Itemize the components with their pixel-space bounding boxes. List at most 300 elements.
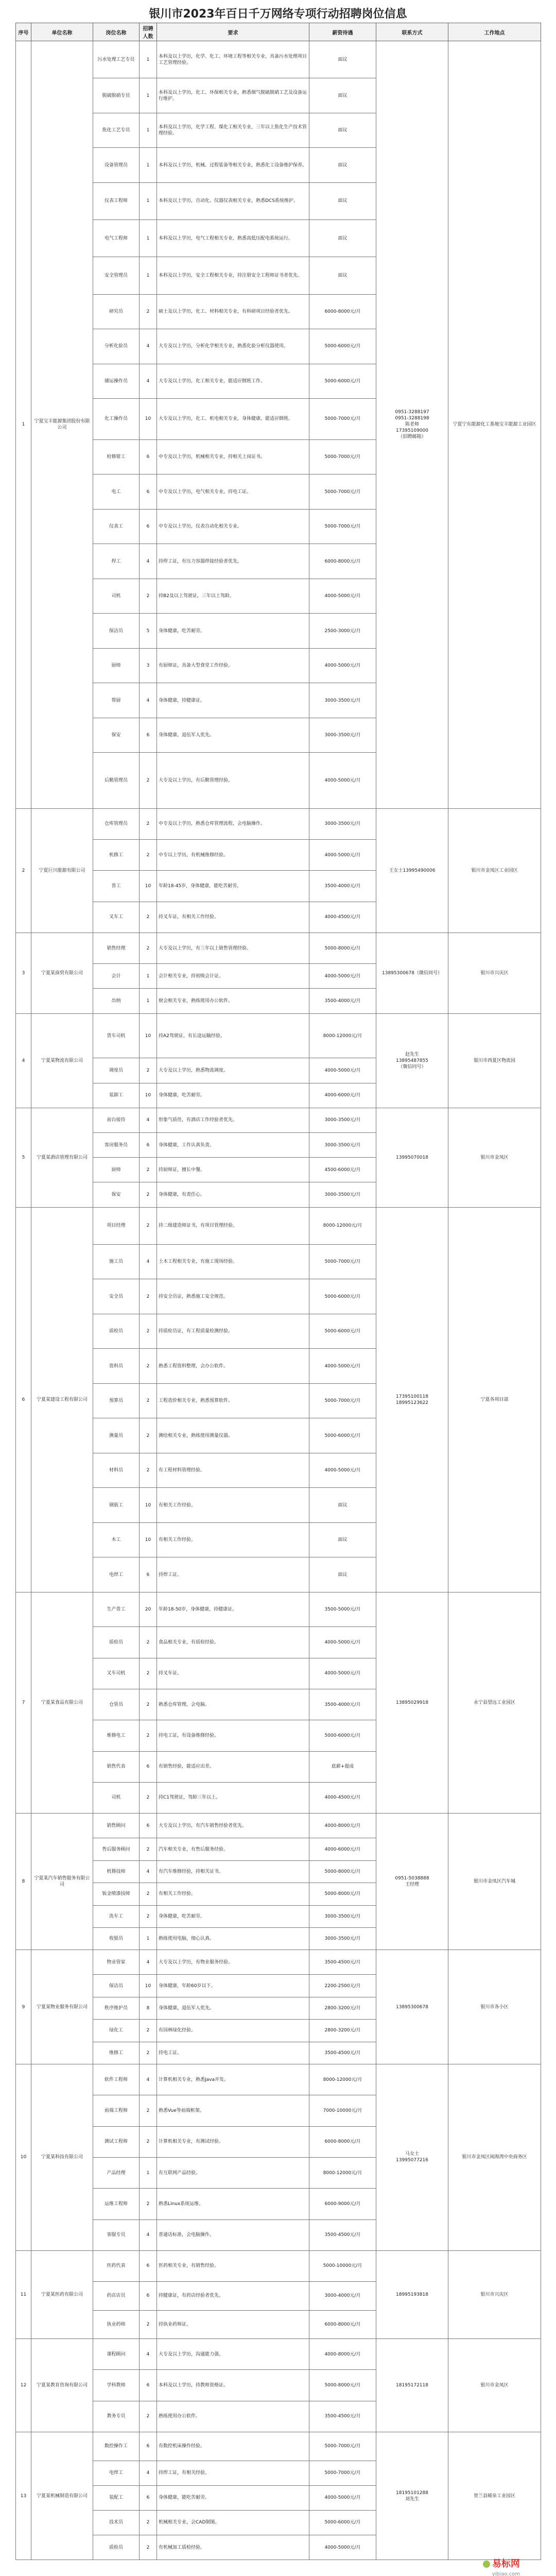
requirements: 中专及以上学历，仪表自动化相关专业。: [157, 509, 309, 544]
salary: 4000-5000元/月: [309, 579, 376, 614]
requirements: 本科及以上学历，机械、过程装备等相关专业，熟悉化工设备维护保养。: [157, 148, 309, 183]
headcount: 2: [140, 2126, 157, 2157]
column-header: 岗位名称: [93, 23, 140, 41]
salary: 4000-5000元/月: [309, 1058, 376, 1083]
job-title: 前端工程师: [93, 2095, 140, 2126]
salary: 4000-6000元/月: [309, 1838, 376, 1860]
salary: 3000-3500元/月: [309, 1182, 376, 1207]
headcount: 2: [140, 1658, 157, 1689]
table-row: [16, 1814, 541, 1838]
headcount: 2: [140, 1883, 157, 1905]
headcount: 6: [140, 1133, 157, 1158]
headcount: 2: [140, 1782, 157, 1813]
headcount: 2: [140, 808, 157, 839]
salary: 5000-6000元/月: [309, 1418, 376, 1453]
salary: 面议: [309, 182, 376, 219]
salary: 3000-3500元/月: [309, 1905, 376, 1927]
headcount: 2: [140, 2510, 157, 2535]
salary: 面议: [309, 257, 376, 294]
requirements: 会计相关专业，持初级会计证。: [157, 964, 309, 989]
requirements: 硕士及以上学历，化工、材料相关专业，有科研项目经验者优先。: [157, 294, 309, 329]
job-title: 厨师: [93, 1158, 140, 1182]
headcount: 2: [140, 933, 157, 963]
job-title: 厨师: [93, 648, 140, 683]
headcount: 2: [140, 2535, 157, 2560]
job-title: 秩序维护员: [93, 1997, 140, 2019]
requirements: 大专及以上学历，有汽车销售经验者优先。: [157, 1814, 309, 1838]
contact: 17395100118 18995123622: [376, 1207, 448, 1592]
table-row: [16, 2432, 541, 2461]
job-title: 医药代表: [93, 2250, 140, 2281]
requirements: 持健康证，有药店经验者优先。: [157, 2282, 309, 2311]
job-title: 维修电工: [93, 1720, 140, 1751]
requirements: 身体健康，能吃苦耐劳。: [157, 2485, 309, 2510]
salary: 面议: [309, 78, 376, 113]
contact: 18995193818: [376, 2250, 448, 2338]
headcount: 10: [140, 1975, 157, 1997]
headcount: 1: [140, 78, 157, 113]
salary: 6000-8000元/月: [309, 2126, 376, 2157]
requirements: 熟悉Vue等前端框架。: [157, 2095, 309, 2126]
salary: 5000-7000元/月: [309, 2432, 376, 2461]
requirements: 土木工程相关专业，有施工现场经验。: [157, 1244, 309, 1279]
job-title: 仓管员: [93, 1689, 140, 1720]
salary: 6000-9000元/月: [309, 2189, 376, 2219]
requirements: 有相关工作经验。: [157, 1883, 309, 1905]
headcount: 2: [140, 1158, 157, 1182]
requirements: 身体健康，退伍军人优先。: [157, 1997, 309, 2019]
job-title: 药店店员: [93, 2282, 140, 2311]
table-row: [16, 2250, 541, 2281]
requirements: 本科及以上学历，化学、化工、环境工程等相关专业，具备污水处理项目工艺管理经验。: [157, 41, 309, 78]
headcount: 1: [140, 2157, 157, 2188]
work-location: 银川市金凤区阅海湾中央商务区: [448, 2064, 541, 2251]
job-title: 质检员: [93, 2535, 140, 2560]
salary: 4000-5000元/月: [309, 840, 376, 871]
job-title: 保安: [93, 718, 140, 753]
company-name: 宁夏某医药有限公司: [31, 2250, 93, 2338]
salary: 5000-7000元/月: [309, 1244, 376, 1279]
salary: 面议: [309, 1557, 376, 1592]
job-title: 仓库管理员: [93, 808, 140, 839]
headcount: 1: [140, 148, 157, 183]
headcount: 2: [140, 1689, 157, 1720]
job-title: 绿化工: [93, 2020, 140, 2042]
table-row: [16, 1013, 541, 1058]
requirements: 身体健康，持健康证。: [157, 683, 309, 718]
requirements: 年龄18-50岁，身体健康，持健康证。: [157, 1592, 309, 1627]
headcount: 2: [140, 2401, 157, 2432]
row-number: 10: [16, 2064, 31, 2251]
salary: 5000-7000元/月: [309, 509, 376, 544]
job-title: 客房服务员: [93, 1133, 140, 1158]
headcount: 6: [140, 474, 157, 510]
headcount: 4: [140, 1108, 157, 1132]
table-row: [16, 41, 541, 78]
job-title: 调度员: [93, 1058, 140, 1083]
requirements: 本科及以上学历，自动化、仪器仪表相关专业，熟悉DCS系统维护。: [157, 182, 309, 219]
headcount: 2: [140, 2310, 157, 2339]
job-title: 叉车工: [93, 902, 140, 933]
job-title: 软件工程师: [93, 2064, 140, 2095]
salary: 面议: [309, 1488, 376, 1523]
salary: 4000-5000元/月: [309, 1453, 376, 1488]
job-title: 设备管理员: [93, 148, 140, 183]
contact: 18195101288 刘先生: [376, 2432, 448, 2560]
contact: 13895300678: [376, 1950, 448, 2064]
wechat-icon: [483, 2561, 490, 2568]
headcount: 6: [140, 2250, 157, 2281]
job-title: 维修工: [93, 2042, 140, 2064]
work-location: 银川市金凤区工业园区: [448, 808, 541, 933]
job-title: 售后服务顾问: [93, 1838, 140, 1860]
requirements: 大专及以上学历，分析化学相关专业，熟悉化验分析仪器使用。: [157, 329, 309, 364]
row-number: 11: [16, 2250, 31, 2338]
headcount: 8: [140, 1997, 157, 2019]
requirements: 身体健康，退伍军人优先。: [157, 718, 309, 753]
headcount: 3: [140, 648, 157, 683]
job-title: 预算员: [93, 1383, 140, 1418]
job-title: 执业药师: [93, 2310, 140, 2339]
work-location: 银川市金凤区: [448, 2339, 541, 2432]
job-title: 测量员: [93, 1418, 140, 1453]
job-title: 装配工: [93, 2485, 140, 2510]
salary: 3000-3500元/月: [309, 1133, 376, 1158]
requirements: 大专及以上学历，熟悉物流调度。: [157, 1058, 309, 1083]
job-title: 储运操作员: [93, 364, 140, 399]
job-title: 资料员: [93, 1349, 140, 1384]
requirements: 形象气质佳，有酒店工作经验者优先。: [157, 1108, 309, 1132]
row-number: 1: [16, 41, 31, 809]
job-title: 钢筋工: [93, 1488, 140, 1523]
salary: 5000-6000元/月: [309, 329, 376, 364]
salary: 5000-8000元/月: [309, 2370, 376, 2401]
contact: 王女士13995490006: [376, 808, 448, 933]
requirements: 熟练使用电脑，细心认真。: [157, 1927, 309, 1950]
requirements: 计算机相关专业，有测试经验。: [157, 2126, 309, 2157]
row-number: 12: [16, 2339, 31, 2432]
headcount: 6: [140, 1814, 157, 1838]
company-name: 宁夏某科技有限公司: [31, 2064, 93, 2251]
job-title: 电气工程师: [93, 220, 140, 257]
salary: 5000-6000元/月: [309, 1720, 376, 1751]
salary: 3000-3500元/月: [309, 683, 376, 718]
requirements: 持A2驾驶证，有长途运输经验。: [157, 1013, 309, 1058]
salary: 3500-5000元/月: [309, 1592, 376, 1627]
company-name: 宁夏某教育咨询有限公司: [31, 2339, 93, 2432]
requirements: 大专及以上学历，化工、机电相关专业，身体健康，能适应倒班。: [157, 399, 309, 440]
headcount: 4: [140, 329, 157, 364]
job-title: 后勤管理员: [93, 753, 140, 809]
job-title: 洗车工: [93, 1905, 140, 1927]
headcount: 6: [140, 2432, 157, 2461]
salary: 4000-5000元/月: [309, 2485, 376, 2510]
headcount: 2: [140, 840, 157, 871]
company-name: 宁夏某机械制造有限公司: [31, 2432, 93, 2560]
requirements: 持电工证，有设备维修经验。: [157, 1720, 309, 1751]
requirements: 身体健康，吃苦耐劳。: [157, 1905, 309, 1927]
salary: 4000-4500元/月: [309, 1782, 376, 1813]
requirements: 持焊工证。: [157, 1557, 309, 1592]
headcount: 1: [140, 41, 157, 78]
table-row: [16, 808, 541, 839]
salary: 5000-6000元/月: [309, 1279, 376, 1314]
headcount: 10: [140, 399, 157, 440]
company-name: 宁夏某食品有限公司: [31, 1592, 93, 1813]
company-name: 宁夏某汽车销售服务有限公司: [31, 1814, 93, 1950]
job-title: 前台接待: [93, 1108, 140, 1132]
salary: 4000-5000元/月: [309, 1658, 376, 1689]
headcount: 2: [140, 1058, 157, 1083]
requirements: 汽车相关专业，有售后服务经验。: [157, 1838, 309, 1860]
requirements: 本科及以上学历，化学工程、煤化工相关专业，三年以上焦化生产技术管理经验。: [157, 113, 309, 148]
headcount: 2: [140, 902, 157, 933]
headcount: 1: [140, 1927, 157, 1950]
headcount: 2: [140, 2189, 157, 2219]
requirements: 持电工证。: [157, 2042, 309, 2064]
job-title: 数控操作工: [93, 2432, 140, 2461]
headcount: 1: [140, 182, 157, 219]
job-title: 保安: [93, 1182, 140, 1207]
requirements: 普通话标准，会电脑操作。: [157, 2219, 309, 2250]
salary: 5000-7000元/月: [309, 399, 376, 440]
job-title: 化工操作员: [93, 399, 140, 440]
requirements: 年龄18-45岁，身体健康，能吃苦耐劳。: [157, 871, 309, 902]
job-title: 保洁员: [93, 614, 140, 649]
salary: 8000-12000元/月: [309, 2064, 376, 2095]
salary: 底薪+提成: [309, 1751, 376, 1782]
salary: 2500-3000元/月: [309, 614, 376, 649]
headcount: 4: [140, 2219, 157, 2250]
headcount: 6: [140, 2370, 157, 2401]
requirements: 中专及以上学历，机械相关专业，持相关上岗证书。: [157, 439, 309, 474]
job-title: 电焊工: [93, 2461, 140, 2485]
job-title: 钣金喷漆技师: [93, 1883, 140, 1905]
salary: 4000-4500元/月: [309, 902, 376, 933]
headcount: 1: [140, 220, 157, 257]
salary: 2200-2500元/月: [309, 1975, 376, 1997]
requirements: 持安全员证，熟悉施工安全规范。: [157, 1279, 309, 1314]
headcount: 10: [140, 1083, 157, 1108]
salary: 3000-3500元/月: [309, 718, 376, 753]
requirements: 计算机相关专业，熟悉Java开发。: [157, 2064, 309, 2095]
row-number: 3: [16, 933, 31, 1013]
table-row: [16, 1207, 541, 1244]
requirements: 有园林绿化经验。: [157, 2020, 309, 2042]
salary: 5000-10000元/月: [309, 2250, 376, 2281]
salary: 3500-4500元/月: [309, 1950, 376, 1975]
headcount: 2: [140, 1182, 157, 1207]
headcount: 2: [140, 1207, 157, 1244]
requirements: 本科及以上学历，持教师资格证。: [157, 2370, 309, 2401]
salary: 6000-8000元/月: [309, 544, 376, 579]
work-location: 银川市兴庆区: [448, 933, 541, 1013]
job-title: 分析化验员: [93, 329, 140, 364]
headcount: 2: [140, 1905, 157, 1927]
job-title: 司机: [93, 1782, 140, 1813]
table-row: [16, 1108, 541, 1132]
work-location: 银川市金凤区: [448, 1108, 541, 1207]
company-name: 宁夏某商贸有限公司: [31, 933, 93, 1013]
column-header: 薪资待遇: [309, 23, 376, 41]
headcount: 4: [140, 364, 157, 399]
job-title: 技术员: [93, 2510, 140, 2535]
job-title: 焦化工艺专员: [93, 113, 140, 148]
headcount: 2: [140, 1279, 157, 1314]
job-title: 产品经理: [93, 2157, 140, 2188]
salary: 3500-4000元/月: [309, 989, 376, 1013]
contact: 0951-3288197 0951-3288198 陈老师 17395109000 （招聘邮箱）: [376, 41, 448, 809]
job-title: 机修技师: [93, 1860, 140, 1883]
requirements: 有数控机床操作经验。: [157, 2432, 309, 2461]
requirements: 有厨师证，具备大型食堂工作经验。: [157, 648, 309, 683]
job-title: 材料员: [93, 1453, 140, 1488]
requirements: 持质检员证，有工程质量检测经验。: [157, 1314, 309, 1349]
requirements: 大专及以上学历，有后勤管理经验。: [157, 753, 309, 809]
requirements: 有汽车维修经验，持相关证书。: [157, 1860, 309, 1883]
headcount: 2: [140, 1314, 157, 1349]
requirements: 有工程材料管理经验。: [157, 1453, 309, 1488]
job-title: 焊工: [93, 544, 140, 579]
company-name: 宁夏巨川能源有限公司: [31, 808, 93, 933]
headcount: 6: [140, 1557, 157, 1592]
salary: 5000-8000元/月: [309, 1883, 376, 1905]
headcount: 4: [140, 1950, 157, 1975]
requirements: 有互联网产品经验。: [157, 2157, 309, 2188]
requirements: 大专及以上学历，沟通能力强。: [157, 2339, 309, 2370]
requirements: 身体健康，有责任心。: [157, 1182, 309, 1207]
work-location: 银川市金凤区汽车城: [448, 1814, 541, 1950]
requirements: 本科及以上学历，安全工程相关专业，持注册安全工程师证书者优先。: [157, 257, 309, 294]
contact: 0951-5038888 王经理: [376, 1814, 448, 1950]
headcount: 10: [140, 871, 157, 902]
headcount: 2: [140, 2042, 157, 2064]
requirements: 有相关工作经验。: [157, 1522, 309, 1557]
row-number: 9: [16, 1950, 31, 2064]
headcount: 10: [140, 1013, 157, 1058]
salary: 面议: [309, 41, 376, 78]
work-location: 银川市兴庆区: [448, 2250, 541, 2338]
table-row: [16, 2339, 541, 2370]
requirements: 身体健康，工作认真负责。: [157, 1133, 309, 1158]
requirements: 持焊工证，有相关经验。: [157, 2461, 309, 2485]
table-row: [16, 933, 541, 963]
footer-brand: [483, 2556, 520, 2570]
requirements: 身体健康，吃苦耐劳。: [157, 1083, 309, 1108]
headcount: 6: [140, 718, 157, 753]
salary: 5000-6000元/月: [309, 2510, 376, 2535]
requirements: 熟练使用办公软件。: [157, 2401, 309, 2432]
footer-brand-text: 易标网: [492, 2558, 520, 2569]
company-name: 宁夏某酒店管理有限公司: [31, 1108, 93, 1207]
footer-sub: yibiao.com: [492, 2571, 520, 2576]
headcount: 4: [140, 2064, 157, 2095]
contact: 13895300678（微信同号）: [376, 933, 448, 1013]
row-number: 6: [16, 1207, 31, 1592]
headcount: 6: [140, 1751, 157, 1782]
requirements: 大专及以上学历，化工相关专业，能适应倒班工作。: [157, 364, 309, 399]
headcount: 1: [140, 113, 157, 148]
job-title: 货车司机: [93, 1013, 140, 1058]
table-body: [16, 41, 541, 2560]
requirements: 本科及以上学历，化工、环保相关专业，熟悉烟气脱硫脱硝工艺及设备运行维护。: [157, 78, 309, 113]
row-number: 8: [16, 1814, 31, 1950]
headcount: 2: [140, 753, 157, 809]
job-title: 机修工: [93, 840, 140, 871]
work-location: 贺兰县暖泉工业园区: [448, 2432, 541, 2560]
requirements: 持叉车证，有相关工作经验。: [157, 902, 309, 933]
headcount: 5: [140, 614, 157, 649]
headcount: 2: [140, 1627, 157, 1658]
headcount: 10: [140, 1522, 157, 1557]
job-title: 普工: [93, 871, 140, 902]
requirements: 持焊工证，有压力容器焊接经验者优先。: [157, 544, 309, 579]
job-title: 出纳: [93, 989, 140, 1013]
requirements: 身体健康，吃苦耐劳。: [157, 614, 309, 649]
work-location: 宁夏宁东能源化工基地宝丰能源工业园区: [448, 41, 541, 809]
contact: 赵先生 13895487855 （微信同号）: [376, 1013, 448, 1108]
salary: 3500-4500元/月: [309, 2401, 376, 2432]
contact: 13895029918: [376, 1592, 448, 1813]
work-location: 永宁县望远工业园区: [448, 1592, 541, 1813]
headcount: 4: [140, 683, 157, 718]
company-name: 宁夏某物业服务有限公司: [31, 1950, 93, 2064]
salary: 5000-7000元/月: [309, 1383, 376, 1418]
job-title: 会计: [93, 964, 140, 989]
salary: 5000-7000元/月: [309, 439, 376, 474]
work-location: 银川市各小区: [448, 1950, 541, 2064]
job-title: 测试工程师: [93, 2126, 140, 2157]
salary: 7000-10000元/月: [309, 2095, 376, 2126]
requirements: 大专及以上学历，有三年以上销售管理经验。: [157, 933, 309, 963]
requirements: 持二级建造师证书，有项目管理经验。: [157, 1207, 309, 1244]
headcount: 2: [140, 579, 157, 614]
headcount: 4: [140, 544, 157, 579]
requirements: 财会相关专业，熟练使用办公软件。: [157, 989, 309, 1013]
salary: 5000-6000元/月: [309, 364, 376, 399]
job-title: 仪表工程师: [93, 182, 140, 219]
job-title: 学科教师: [93, 2370, 140, 2401]
column-header: 序号: [16, 23, 31, 41]
requirements: 中专及以上学历，熟悉仓库管理流程，会电脑操作。: [157, 808, 309, 839]
requirements: 中专及以上学历，电气相关专业，持电工证。: [157, 474, 309, 510]
requirements: 工程造价相关专业，熟悉预算软件。: [157, 1383, 309, 1418]
headcount: 1: [140, 989, 157, 1013]
job-title: 质检员: [93, 1314, 140, 1349]
column-header: 联系方式: [376, 23, 448, 41]
requirements: 持厨师证，擅长中餐。: [157, 1158, 309, 1182]
job-title: 客服专员: [93, 2219, 140, 2250]
headcount: 6: [140, 509, 157, 544]
job-title: 司机: [93, 579, 140, 614]
requirements: 持B2及以上驾驶证，三年以上驾龄。: [157, 579, 309, 614]
column-header: 工作地点: [448, 23, 541, 41]
job-title: 项目经理: [93, 1207, 140, 1244]
salary: 8000-12000元/月: [309, 2157, 376, 2188]
headcount: 10: [140, 1488, 157, 1523]
job-title: 污水处理工艺专员: [93, 41, 140, 78]
requirements: 医药相关专业，有销售经验。: [157, 2250, 309, 2281]
requirements: 本科及以上学历，电气工程相关专业，熟悉高低压配电系统运行。: [157, 220, 309, 257]
requirements: 有销售经验，能适应出差。: [157, 1751, 309, 1782]
requirements: 持C1驾驶证，驾龄三年以上。: [157, 1782, 309, 1813]
headcount: 2: [140, 2095, 157, 2126]
headcount: 6: [140, 2282, 157, 2311]
headcount: 4: [140, 2461, 157, 2485]
company-name: 宁夏宝丰能源集团股份有限公司: [31, 41, 93, 809]
column-header: 招聘人数: [140, 23, 157, 41]
row-number: 5: [16, 1108, 31, 1207]
